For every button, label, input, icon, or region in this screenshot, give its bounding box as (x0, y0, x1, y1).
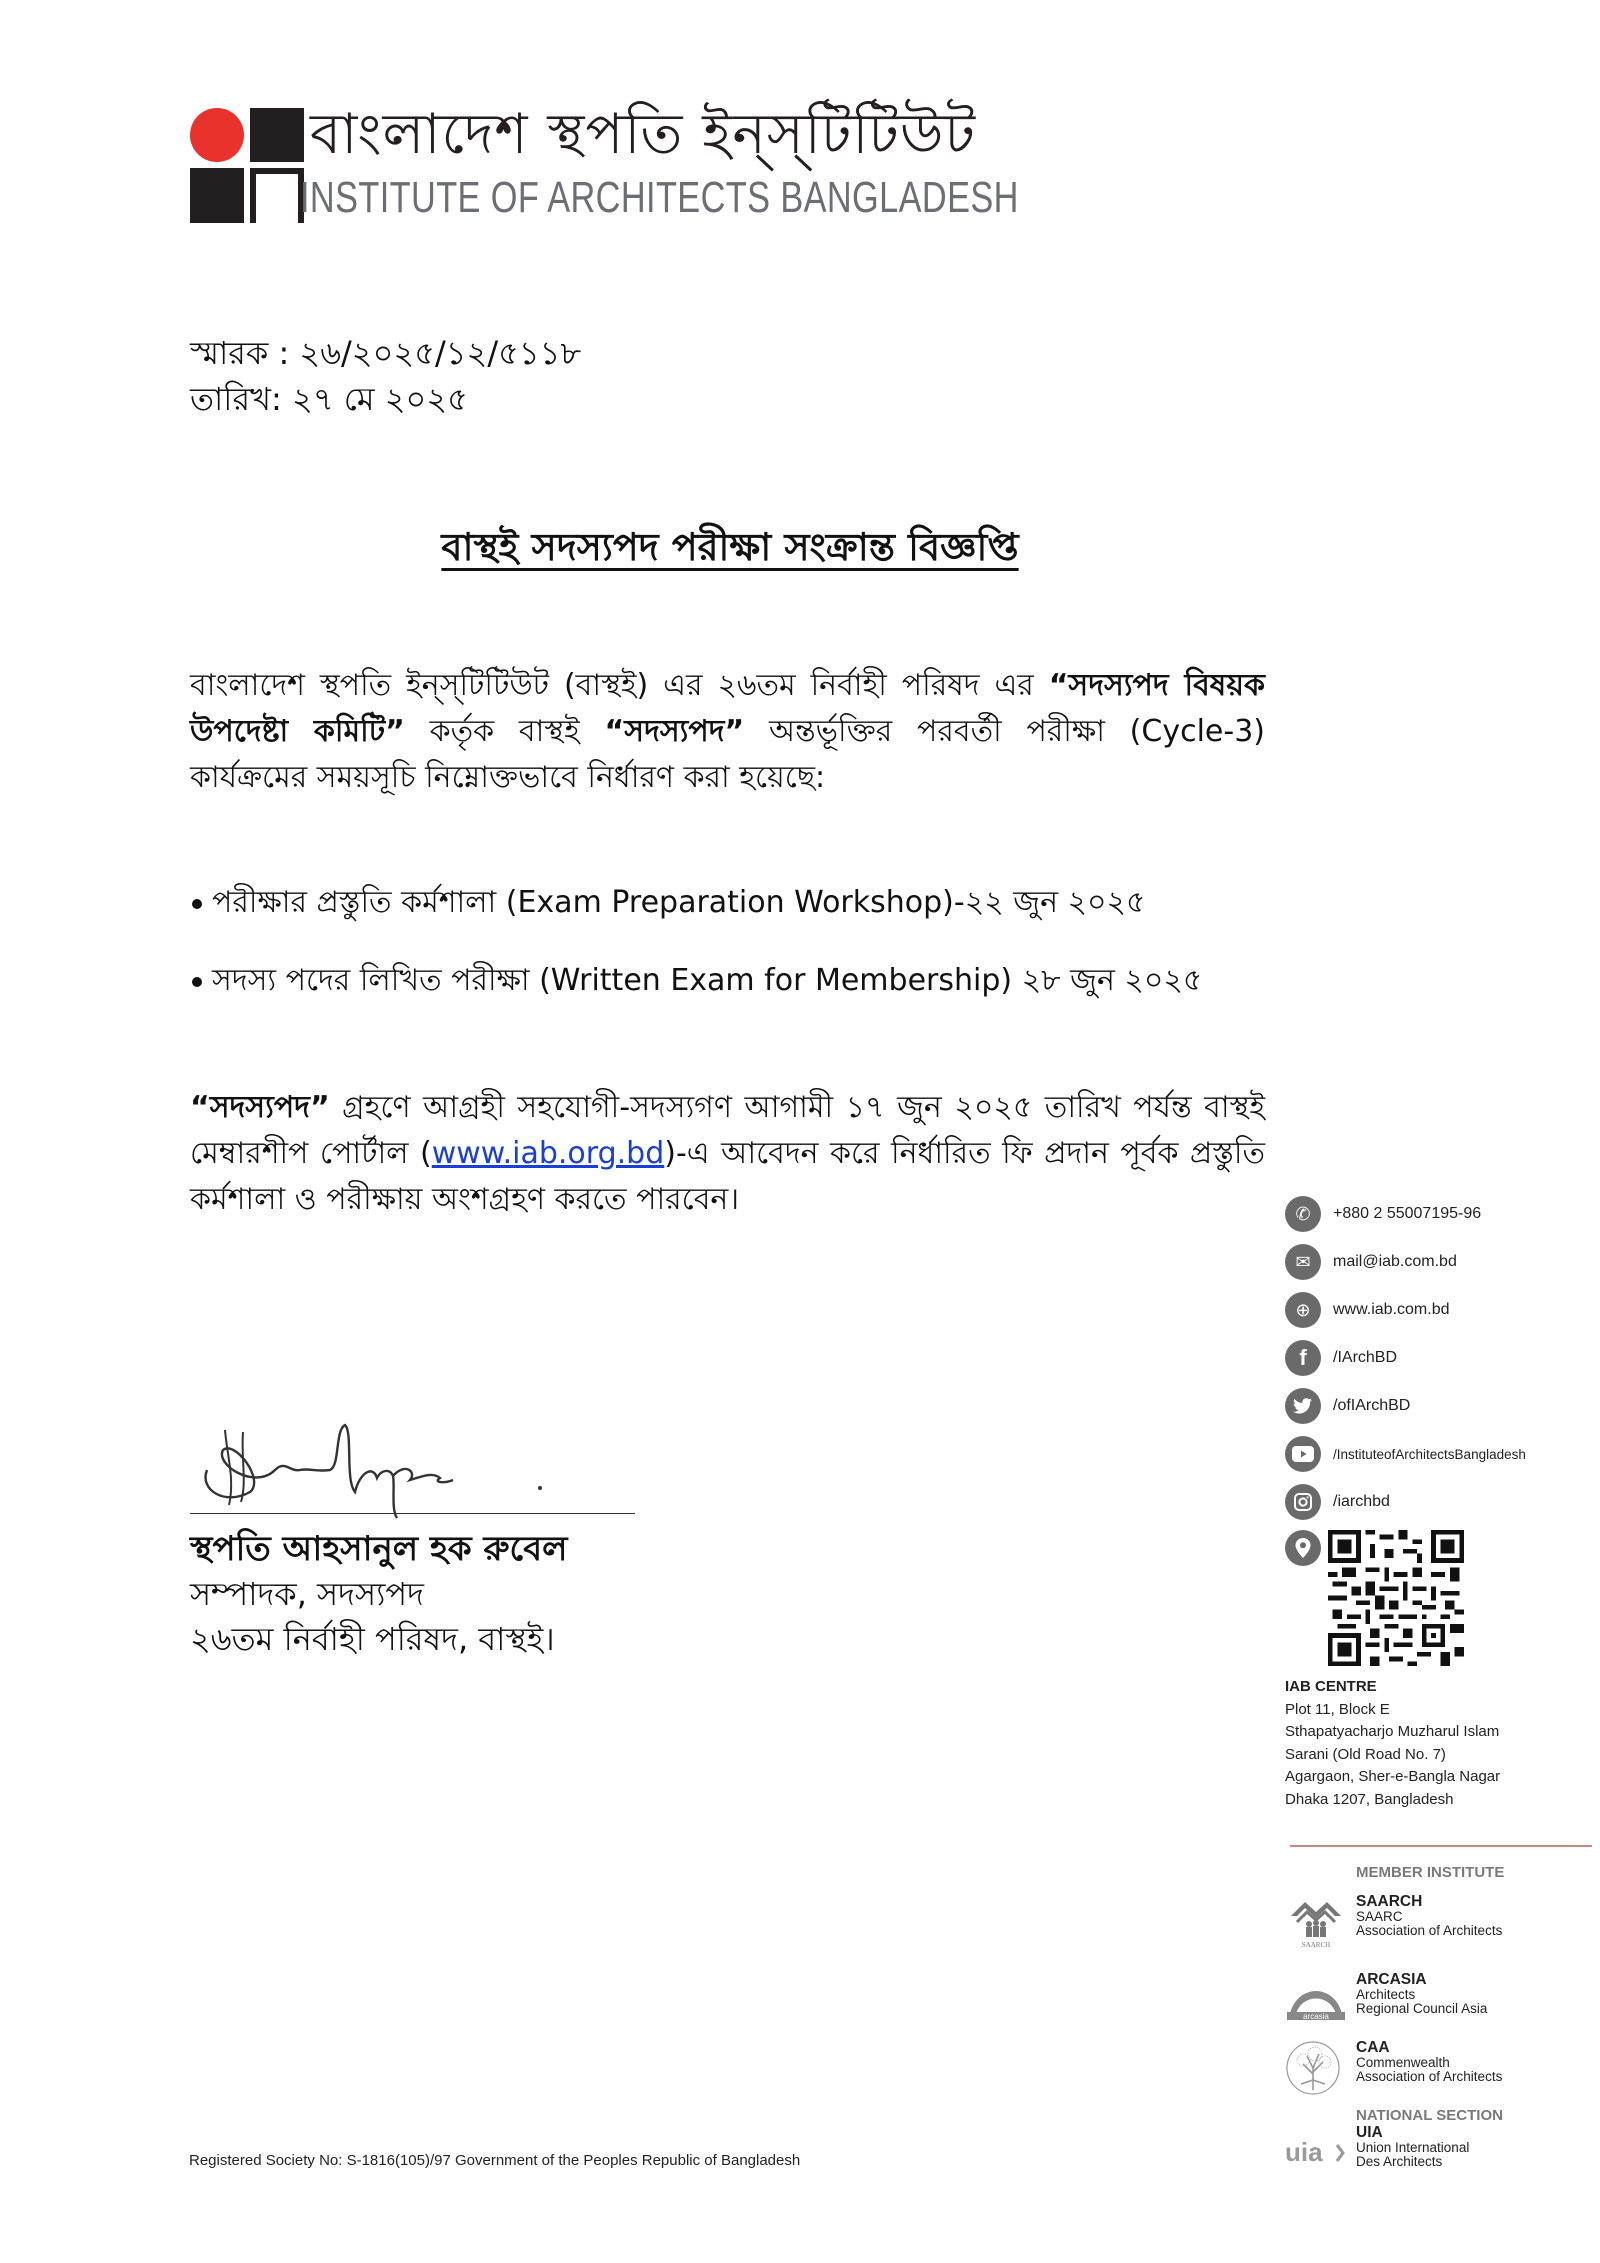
svg-text:SAARCH: SAARCH (1301, 1941, 1331, 1949)
org-arcasia: arcasia ARCASIA Architects Regional Council Asia (1285, 1972, 1595, 2032)
signatory-block (190, 1527, 567, 1662)
iab-centre-address: IAB CENTRE Plot 11, Block E Sthapatyacharjo Muzharul Islam Sarani (Old Road No. 7) Agargaon, Sher-e-Bangla Nagar Dhaka 1207, Bangladesh (1285, 1678, 1501, 1808)
twitter-icon (1285, 1388, 1321, 1424)
signatory-designation: সম্পাদক, সদস্যপদ (190, 1575, 424, 1613)
logo-square (190, 168, 244, 223)
svg-text:uia: uia (1285, 2137, 1323, 2167)
org-uia: uia UIA Union International Des Architects (1285, 2125, 1595, 2185)
logo-red-circle (190, 108, 244, 162)
org-caa: CAA Commenwealth Association of Architects (1285, 2040, 1595, 2100)
logo-square (250, 108, 304, 162)
location-qr-code[interactable] (1328, 1530, 1464, 1666)
contact-twitter[interactable]: /ofIArchBD (1285, 1382, 1595, 1430)
bullet-icon (192, 899, 202, 909)
arcasia-logo-icon (1285, 1972, 1347, 2028)
memo-reference-block (190, 330, 581, 422)
notice-paragraph-application: “সদস্যপদ” গ্রহণে আগ্রহী সহযোগী-সদস্যগণ আগামী ১৭ জুন ২০২৫ তারিখ পর্যন্ত বাস্থই মেম্বারশীপ পোর্টাল (www.iab.org.bd)-এ আবেদন করে নির্ধারিত ফি প্রদান পূর্বক প্রস্তুতি কর্মশালা ও পরীক্ষায় অংশগ্রহণ করতে পারবেন। (190, 1090, 1265, 1217)
globe-icon: ⊕ (1285, 1292, 1321, 1328)
signatory-council: ২৬তম নির্বাহী পরিষদ, বাস্থই। (190, 1620, 555, 1658)
schedule-list (190, 880, 1265, 1036)
notice-title: বাস্থই সদস্যপদ পরীক্ষা সংক্রান্ত বিজ্ঞপ্তি (441, 525, 1019, 569)
contact-email[interactable]: ✉ mail@iab.com.bd (1285, 1238, 1595, 1286)
saarch-logo-icon (1285, 1894, 1347, 1950)
youtube-icon (1285, 1436, 1321, 1472)
registration-footer: Registered Society No: S-1816(105)/97 Government of the Peoples Republic of Bangladesh (189, 2152, 801, 2169)
schedule-item-workshop: পরীক্ষার প্রস্তুতি কর্মশালা (Exam Preparation Workshop)-২২ জুন ২০২৫ (190, 880, 1265, 926)
contact-website[interactable]: ⊕ www.iab.com.bd (1285, 1286, 1595, 1334)
date-label: তারিখ: (190, 380, 282, 418)
logo-english-name: INSTITUTE OF ARCHITECTS BANGLADESH (300, 173, 1019, 222)
svg-text:arcasia: arcasia (1303, 2012, 1329, 2021)
facebook-icon: f (1285, 1340, 1321, 1376)
map-pin-icon (1285, 1530, 1321, 1566)
contact-instagram[interactable]: /iarchbd (1285, 1478, 1595, 1526)
notice-paragraph-intro: বাংলাদেশ স্থপতি ইন্‌স্‌টিটিউট (বাস্থই) এর ২৬তম নির্বাহী পরিষদ এর “সদস্যপদ বিষয়ক উপদেষ্টা কমিটি” কর্তৃক বাস্থই “সদস্যপদ” অন্তর্ভূক্তির পরবর্তী পরীক্ষা (Cycle-3) কার্যক্রমের সময়সূচি নিম্নোক্তভাবে নির্ধারণ করা হয়েছে: (190, 668, 1265, 795)
membership-term: “সদস্যপদ” (190, 1090, 330, 1125)
reference-line: স্মারক : ২৬/২০২৫/১২/৫১১৮ (190, 334, 582, 372)
contact-facebook[interactable]: f /IArchBD (1285, 1334, 1595, 1382)
date-value: ২৭ মে ২০২৫ (292, 380, 468, 418)
logo-arch (250, 168, 304, 223)
mail-icon: ✉ (1285, 1244, 1321, 1280)
instagram-icon (1285, 1484, 1321, 1520)
contact-youtube[interactable]: /InstituteofArchitectsBangladesh (1285, 1430, 1595, 1478)
uia-logo-icon (1285, 2125, 1347, 2181)
member-institute-heading: MEMBER INSTITUTE (1356, 1864, 1505, 1881)
org-saarch: SAARCH SAARCH SAARC Association of Architects (1285, 1894, 1595, 1954)
section-divider (1290, 1845, 1592, 1847)
contact-list (1285, 1190, 1595, 1526)
signature-line (190, 1513, 635, 1514)
reference-number: ২৬/২০২৫/১২/৫১১৮ (299, 334, 582, 372)
committee-name: “সদস্যপদ বিষয়ক উপদেষ্টা কমিটি” (190, 668, 1265, 749)
address-heading: IAB CENTRE (1285, 1678, 1377, 1695)
date-line (190, 376, 581, 422)
iab-logo-mark (190, 108, 305, 223)
signatory-name: স্থপতি আহসানুল হক রুবেল (190, 1529, 568, 1569)
membership-term: “সদস্যপদ” (604, 714, 745, 749)
signature-image (195, 1410, 545, 1520)
phone-icon: ✆ (1285, 1196, 1321, 1232)
national-section-heading: NATIONAL SECTION (1356, 2107, 1503, 2124)
membership-portal-link[interactable]: www.iab.org.bd (431, 1136, 665, 1171)
caa-tree-logo-icon (1285, 2040, 1347, 2096)
bullet-icon (192, 977, 202, 987)
logo-bangla-name: বাংলাদেশ স্থপতি ইন্‌স্‌টিটিউট (310, 102, 976, 167)
reference-label: স্মারক (190, 334, 269, 372)
schedule-item-written-exam: সদস্য পদের লিখিত পরীক্ষা (Written Exam for Membership) ২৮ জুন ২০২৫ (190, 958, 1265, 1004)
contact-phone: ✆ +880 2 55007195-96 (1285, 1190, 1595, 1238)
